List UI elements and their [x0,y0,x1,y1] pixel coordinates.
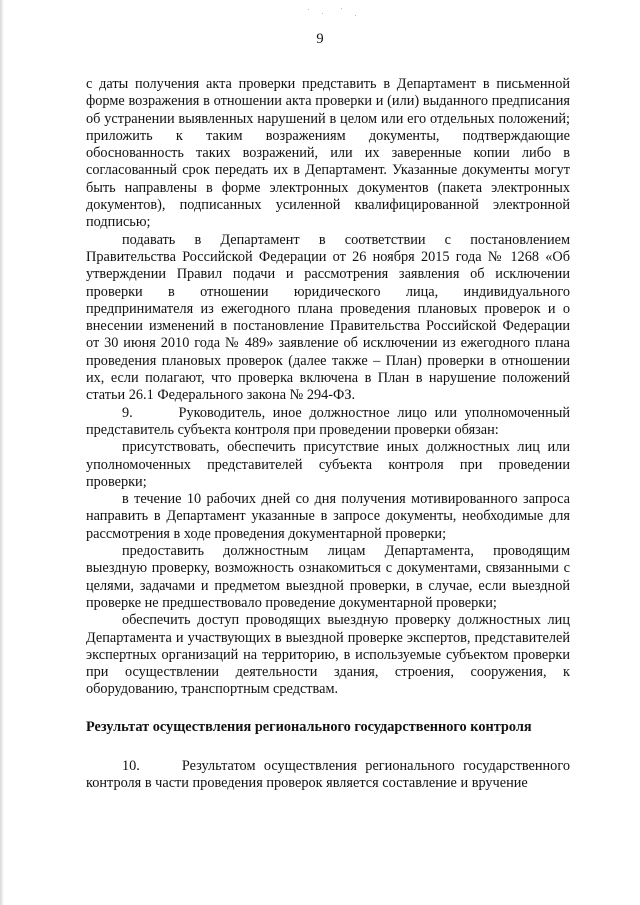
section-heading: Результат осуществления регионального государственного контроля [86,718,532,735]
paragraph-exclusion-request: подавать в Департамент в соответствии с постановлением Правительства Российской Федерации от 26 ноября 2015 года № 1268 «Об утверждении Правил подачи и рассмотрения заявления об исключении проверки в отношении юридического лица, индивидуального предпринимателя из ежегодного плана проведения плановых проверок и о внесении изменений в постановление Правительства Российской Федерации от 30 июня 2010 года № 489» заявление об исключении из ежегодного плана проведения плановых проверок (далее также – План) проверки в отношении их, если полагают, что проверка включена в План в нарушение положений статьи 26.1 Федерального закона № 294-ФЗ. [86,231,570,404]
scan-edge-shadow [0,0,4,905]
paragraph-familiarization: предоставить должностным лицам Департамента, проводящим выездную проверку, возможность ознакомиться с документами, связанными с целями, задачами и предметом выездной проверки, в случае, если выездной проверке не предшествовало проведение документарной проверки; [86,543,570,611]
document-body [86,76,570,793]
page-number: 9 [316,31,324,47]
paragraph-item-10: 10. Результатом осуществления регионального государственного контроля в части проведения проверок является составление и вручение [86,757,570,792]
paragraph-access: обеспечить доступ проводящих выездную проверку должностных лиц Департамента и участвующих в выездной проверке экспертов, представителей экспертных организаций на территорию, в используемые субъектом проверки при осуществлении деятельности здания, строения, сооружения, к оборудованию, транспортным средствам. [86,612,570,698]
paragraph-documents-request: в течение 10 рабочих дней со дня получения мотивированного запроса направить в Департамент указанные в запросе документы, необходимые для рассмотрения в ходе проведения документарной проверки; [86,491,570,542]
scan-specks [300,6,370,18]
paragraph-item-9: 9. Руководитель, иное должностное лицо или уполномоченный представитель субъекта контроля при проведении проверки обязан: [86,404,570,438]
paragraph-attendance: присутствовать, обеспечить присутствие иных должностных лиц или уполномоченных представителей субъекта контроля при проведении проверки; [86,439,570,490]
paragraph-objections: с даты получения акта проверки представить в Департамент в письменной форме возражения в отношении акта проверки и (или) выданного предписания об устранении выявленных нарушений в целом или его отдельных положений; приложить к таким возражениям документы, подтверждающие обоснованность таких возражений, или их заверенные копии либо в согласованный срок передать их в Департамент. Указанные документы могут быть направлены в форме электронных документов (пакета электронных документов), подписанных усиленной квалифицированной электронной подписью; [86,76,570,231]
